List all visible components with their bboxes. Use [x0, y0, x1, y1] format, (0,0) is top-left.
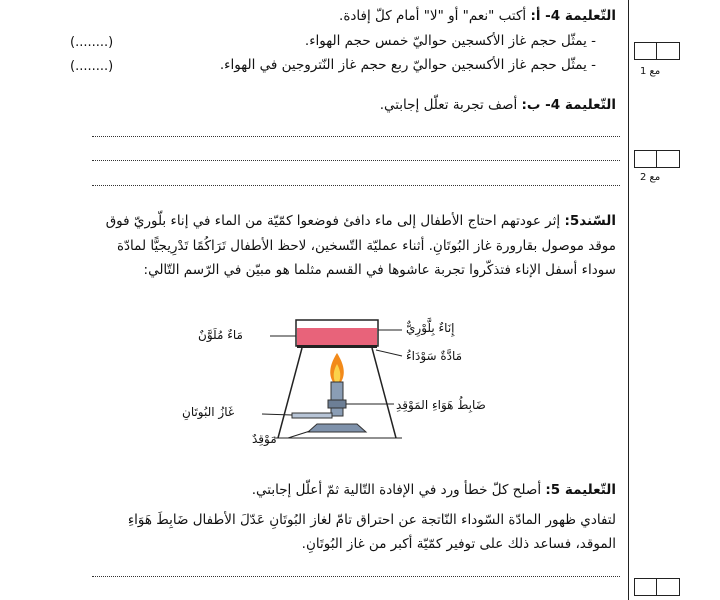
support-5-line-3: سوداء أسفل الإناء فتذكّروا تجربة عاشوها في القسم مثلما هو مبيّن في الرّسم التّالي: — [143, 262, 616, 278]
mark-label-2: مع 2 — [640, 172, 661, 183]
support-5-line-2: موقد موصول بقارورة غاز البُوتَانِ. أثناء عمليّة التّسخين، لاحظ الأطفال تَرَاكُمًا تَدْرِيجيًّا لمادّة — [116, 238, 616, 254]
instruction-4b — [380, 97, 616, 113]
label-burner: مَوْقِدٌ — [252, 432, 277, 446]
mark-box-1[interactable] — [634, 42, 680, 60]
label-colored-water: مَاءٌ مُلَوَّنٌ — [198, 328, 243, 342]
instruction-4a-label: التّعليمة 4- أ: — [530, 8, 616, 24]
statement-1-text: - يمثّل حجم غاز الأكسجين حواليّ خمس حجم الهواء. — [304, 33, 596, 49]
instruction-4a — [339, 8, 616, 24]
mark-box-2[interactable] — [634, 150, 680, 168]
colored-water — [297, 328, 377, 345]
label-butane-gas: غَازُ البُوتَانِ — [182, 405, 235, 419]
answer-blank-1[interactable]: (........) — [70, 35, 114, 50]
support-5-label: السّند5: — [564, 213, 616, 229]
margin-line — [628, 0, 629, 600]
burner-base — [308, 424, 366, 432]
soot-layer — [297, 345, 377, 348]
instruction-4b-label: التّعليمة 4- ب: — [521, 97, 616, 113]
answer-line-4[interactable] — [92, 576, 620, 577]
statement-5-line-2: الموقد، فساعد ذلك على توفير كمّيّة أكبر من غاز البُوتَانِ. — [301, 536, 616, 552]
answer-blank-2[interactable]: (........) — [70, 59, 114, 74]
instruction-5-text: أصلح كلّ خطأ ورد في الإفادة التّالية ثمّ أعلّل إجابتي. — [251, 482, 542, 498]
statement-5-line-1: لتفادي ظهور المادّة السّوداء النّاتجة عن احتراق تامّ لغاز البُوتَانِ عَدّلَ الأطفال ضَابِطَ هَوَاءِ — [127, 512, 616, 528]
instruction-4b-text: أصف تجربة تعلّل إجابتي. — [379, 97, 518, 113]
support-5-line-1 — [106, 213, 616, 229]
statement-1 — [305, 33, 596, 49]
support-5-text-1: إثر عودتهم احتاج الأطفال إلى ماء دافئ فوضعوا كمّيّة من الماء في إناء بلّوريّ فوق — [105, 213, 561, 229]
answer-line-1[interactable] — [92, 136, 620, 137]
gas-inlet — [292, 413, 332, 418]
label-black-substance: مَادَّةٌ سَوْدَاءُ — [406, 349, 463, 363]
statement-2 — [220, 57, 596, 73]
label-glass-vessel: إِنَاءٌ بِلَّوْرِيٌّ — [406, 321, 455, 335]
label-air-regulator: ضَابِطُ هَوَاءِ المَوْقِدِ — [396, 398, 486, 412]
answer-line-3[interactable] — [92, 185, 620, 186]
instruction-5-label: التّعليمة 5: — [545, 482, 616, 498]
statement-2-text: - يمثّل حجم غاز الأكسجين حواليّ ربع حجم غاز النّتروجين في الهواء. — [219, 57, 596, 73]
mark-label-1: مع 1 — [640, 66, 661, 77]
instruction-5 — [252, 482, 616, 498]
burner-tube — [331, 382, 343, 416]
answer-line-2[interactable] — [92, 160, 620, 161]
mark-box-3[interactable] — [634, 578, 680, 596]
instruction-4a-text: أكتب "نعم" أو "لا" أمام كلّ إفادة. — [339, 8, 527, 24]
air-regulator — [328, 400, 346, 408]
